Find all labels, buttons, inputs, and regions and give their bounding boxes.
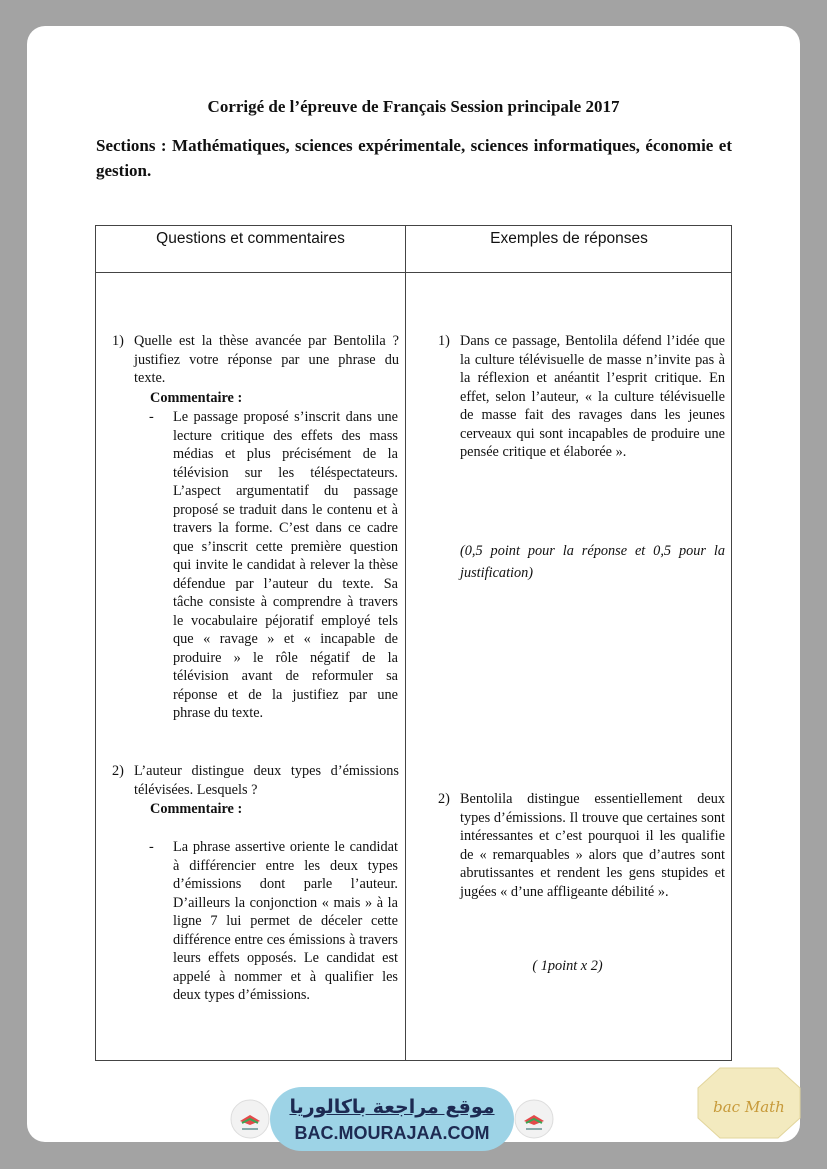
comment-1 bbox=[149, 408, 398, 723]
question-1-number: 1) bbox=[112, 333, 124, 349]
col-header-questions: Questions et commentaires bbox=[156, 230, 345, 247]
question-1-text: Quelle est la thèse avancée par Bentolila ? justifiez votre réponse par une phrase du texte. bbox=[134, 333, 399, 386]
answer-2-number: 2) bbox=[438, 791, 450, 807]
comment-1-bullet: - bbox=[149, 409, 154, 425]
sections-line: Sections : Mathématiques, sciences expérimentale, sciences informatiques, économie et gestion. bbox=[96, 136, 732, 180]
comment-2-label: Commentaire : bbox=[150, 801, 243, 817]
comment-1-text: Le passage proposé s’inscrit dans une lecture critique des effets des mass médias et plus précisément de la télévision sur les téléspectateurs. L’aspect argumentatif du passage proposé se traduit dans le contenu et à travers la forme. C’est dans ce cadre que s’inscrit cette première question qui invite le candidat à relever la thèse défendue par l’auteur du texte. Sa tâche consiste à comprendre à travers le vocabulaire péjoratif employé tels que « ravage » et « incapable de produire » le rôle négatif de la télévision avant de reformuler sa réponse et de la justifiez par une phrase du texte. bbox=[173, 409, 398, 721]
col-header-answers: Exemples de réponses bbox=[490, 230, 648, 247]
site-logo-link[interactable] bbox=[270, 1087, 514, 1151]
site-logo-url: BAC.MOURAJAA.COM bbox=[294, 1123, 490, 1143]
answer-1 bbox=[438, 332, 725, 462]
left-badge-icon bbox=[230, 1099, 270, 1139]
question-2-number: 2) bbox=[112, 763, 124, 779]
answer-1-text: Dans ce passage, Bentolila défend l’idée que la culture télévisuelle de masse n’invite pas à la réflexion et anéantit l’esprit critique. En effet, selon l’auteur, « la culture télévisuelle de masse fait des ravages dans les jeunes cerveaux qui sont incapables de produire une pensée critique et élaborée ». bbox=[460, 333, 725, 460]
comment-2 bbox=[149, 838, 398, 1005]
bac-math-logo-text: bac Math bbox=[713, 1098, 785, 1116]
answer-2-text: Bentolila distingue essentiellement deux types d’émissions. Il trouve que certaines sont intéressantes et c’est pourquoi il les qualifie de « remarquables » alors que d’autres sont abrutissantes et rendent les gens stupides et jugées « d’une affligeante débilité ». bbox=[460, 791, 725, 900]
bac-math-logo bbox=[696, 1066, 802, 1140]
comment-2-text: La phrase assertive oriente le candidat à différencier entre les deux types d’émissions dont parle l’auteur. D’ailleurs la conjonction « mais » à la ligne 7 lui permet de déceler cette différence entre ces émissions à travers leurs effets opposés. Le candidat est appelé à nommer et à qualifier les deux types d’émissions. bbox=[173, 839, 398, 1003]
question-2-text: L’auteur distingue deux types d’émissions télévisées. Lesquels ? bbox=[134, 763, 399, 798]
question-2 bbox=[112, 762, 399, 799]
comment-1-label: Commentaire : bbox=[150, 390, 243, 406]
document-title: Corrigé de l’épreuve de Français Session principale 2017 bbox=[207, 97, 620, 116]
answer-2 bbox=[438, 790, 725, 901]
answer-1-number: 1) bbox=[438, 333, 450, 349]
comment-2-bullet: - bbox=[149, 839, 154, 855]
answer-2-points: ( 1point x 2) bbox=[532, 958, 603, 974]
site-logo-arabic: موقع مراجعة باكالوريا bbox=[289, 1096, 495, 1118]
right-badge-icon bbox=[514, 1099, 554, 1139]
header-divider bbox=[96, 272, 731, 273]
column-divider bbox=[405, 226, 406, 1060]
question-1 bbox=[112, 332, 399, 388]
answer-1-points: (0,5 point pour la réponse et 0,5 pour la justification) bbox=[460, 543, 725, 581]
